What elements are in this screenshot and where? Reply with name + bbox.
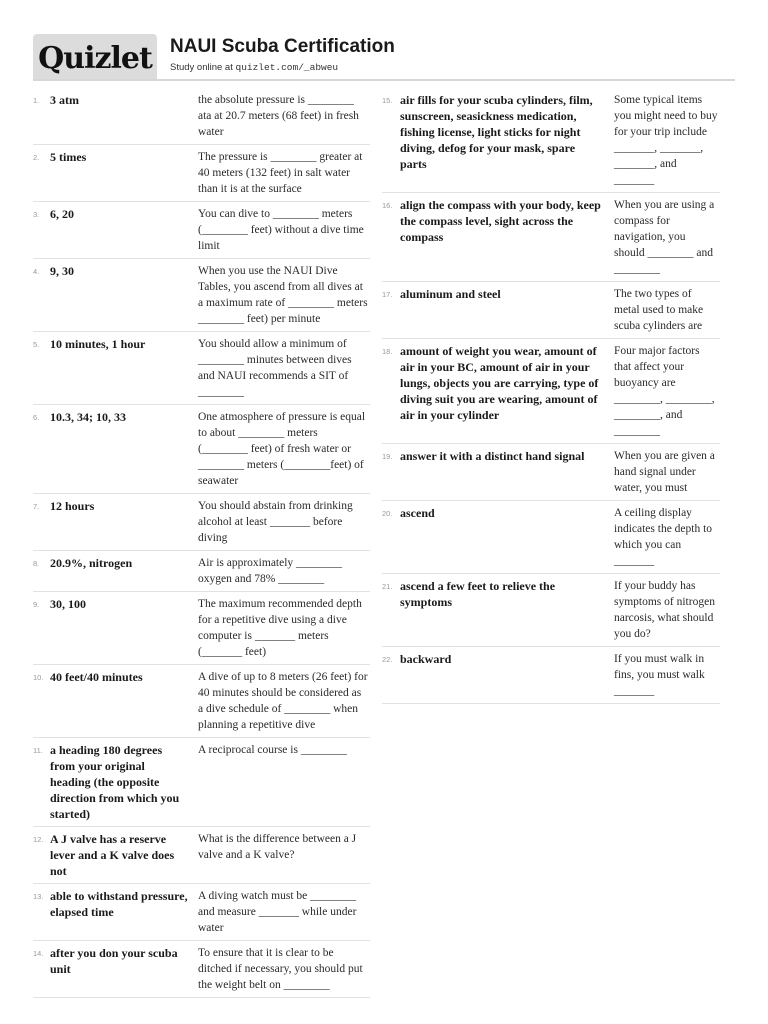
card-term: 10 minutes, 1 hour xyxy=(50,337,146,351)
card-number: 21. xyxy=(382,582,393,591)
card-definition: Some typical items you might need to buy for your trip include _______, _______, _______, and _______ xyxy=(614,94,718,186)
flashcard-row xyxy=(382,339,720,444)
flashcard-row xyxy=(33,494,370,551)
card-definition: A ceiling display indicates the depth to which you can _______ xyxy=(614,507,713,567)
card-term: 9, 30 xyxy=(50,264,74,278)
card-definition: You should allow a minimum of ________ minutes between dives and NAUI recommends a SIT of ________ xyxy=(198,338,352,398)
card-term: 3 atm xyxy=(50,93,79,107)
card-number: 13. xyxy=(33,892,44,901)
card-definition: Four major factors that affect your buoyancy are ________, ________, ________, and ________ xyxy=(614,345,715,437)
card-number: 11. xyxy=(33,746,43,755)
flashcard-list-left xyxy=(33,88,370,998)
card-number: 17. xyxy=(382,290,393,299)
card-definition: A dive of up to 8 meters (26 feet) for 40 minutes should be considered as a dive schedule of ________ when planning a repetitive dive xyxy=(198,671,368,731)
card-term: able to withstand pressure, elapsed time xyxy=(50,889,188,919)
flashcard-row xyxy=(33,665,370,738)
card-number: 1. xyxy=(33,96,40,105)
card-definition: The two types of metal used to make scuba cylinders are xyxy=(614,288,704,332)
card-definition: The pressure is ________ greater at 40 meters (132 feet) in salt water than it is at the surface xyxy=(198,151,363,195)
card-number: 15. xyxy=(382,96,393,105)
card-term: a heading 180 degrees from your original heading (the opposite direction from which you started) xyxy=(50,743,180,821)
card-term: after you don your scuba unit xyxy=(50,946,178,976)
card-number: 18. xyxy=(382,347,393,356)
flashcard-row xyxy=(382,574,720,647)
card-number: 5. xyxy=(33,340,40,349)
card-definition: One atmosphere of pressure is equal to about ________ meters (________ feet) of fresh water or ________ meters (________feet) of seawater xyxy=(198,411,366,487)
card-term: answer it with a distinct hand signal xyxy=(400,449,585,463)
card-definition: To ensure that it is clear to be ditched if necessary, you should put the weight belt on ________ xyxy=(198,947,363,991)
flashcard-row xyxy=(33,551,370,592)
card-definition: When you are using a compass for navigation, you should ________ and ________ xyxy=(614,199,715,275)
flashcard-row xyxy=(382,647,720,704)
card-definition: You can dive to ________ meters (________ feet) without a dive time limit xyxy=(198,208,364,252)
card-number: 8. xyxy=(33,559,40,568)
card-term: 5 times xyxy=(50,150,87,164)
flashcard-row xyxy=(382,501,720,574)
page-header xyxy=(33,34,735,80)
quizlet-logo[interactable]: Quizlet xyxy=(33,34,157,80)
card-term: ascend xyxy=(400,506,435,520)
flashcard-row xyxy=(33,259,370,332)
subtitle-prefix: Study online at xyxy=(170,62,233,73)
card-definition: The maximum recommended depth for a repetitive dive using a dive computer is _______ meters (_______ feet) xyxy=(198,598,362,658)
flashcard-row xyxy=(33,827,370,884)
card-term: 30, 100 xyxy=(50,597,86,611)
flashcard-row xyxy=(382,193,720,282)
flashcard-row xyxy=(33,332,370,405)
card-number: 6. xyxy=(33,413,40,422)
flashcard-list-right xyxy=(382,88,720,704)
card-number: 10. xyxy=(33,673,44,682)
card-term: ascend a few feet to relieve the symptoms xyxy=(400,579,556,609)
card-number: 3. xyxy=(33,210,40,219)
flashcard-row xyxy=(33,88,370,145)
card-term: air fills for your scuba cylinders, film, sunscreen, seasickness medication, fishing license, light sticks for night diving, defog for your mask, spare parts xyxy=(400,93,593,171)
card-term: 20.9%, nitrogen xyxy=(50,556,133,570)
flashcard-row xyxy=(33,884,370,941)
card-term: 12 hours xyxy=(50,499,95,513)
card-number: 19. xyxy=(382,452,393,461)
flashcard-row xyxy=(33,738,370,827)
card-definition: A diving watch must be ________ and measure _______ while under water xyxy=(198,890,357,934)
card-term: 10.3, 34; 10, 33 xyxy=(50,410,126,424)
flashcard-row xyxy=(33,145,370,202)
card-number: 9. xyxy=(33,600,40,609)
page-title: NAUI Scuba Certification xyxy=(170,36,395,57)
card-definition: What is the difference between a J valve and a K valve? xyxy=(198,833,357,861)
card-term: 40 feet/40 minutes xyxy=(50,670,143,684)
card-number: 2. xyxy=(33,153,40,162)
card-number: 12. xyxy=(33,835,44,844)
card-term: aluminum and steel xyxy=(400,287,501,301)
card-definition: Air is approximately ________ oxygen and 78% ________ xyxy=(198,557,343,585)
card-number: 22. xyxy=(382,655,393,664)
card-term: align the compass with your body, keep the compass level, sight across the compass xyxy=(400,198,601,244)
card-number: 7. xyxy=(33,502,40,511)
card-definition: When you use the NAUI Dive Tables, you ascend from all dives at a maximum rate of ________ meters ________ feet) per minute xyxy=(198,265,368,325)
card-term: 6, 20 xyxy=(50,207,74,221)
flashcard-row xyxy=(33,405,370,494)
card-definition: You should abstain from drinking alcohol at least _______ before diving xyxy=(198,500,353,544)
flashcard-row xyxy=(33,202,370,259)
card-definition: the absolute pressure is ________ ata at 20.7 meters (68 feet) in fresh water xyxy=(198,94,359,138)
study-link[interactable]: quizlet.com/_abweu xyxy=(235,62,339,73)
header-divider xyxy=(33,79,735,81)
flashcard-row xyxy=(382,282,720,339)
card-number: 14. xyxy=(33,949,44,958)
flashcard-row xyxy=(382,444,720,501)
card-term: amount of weight you wear, amount of air in your BC, amount of air in your lungs, objects you are carrying, type of diving suit you are wearing, amount of air in your cylinder xyxy=(400,344,599,422)
card-definition: If you must walk in fins, you must walk _______ xyxy=(614,653,705,697)
card-term: A J valve has a reserve lever and a K valve does not xyxy=(50,832,175,878)
card-definition: If your buddy has symptoms of nitrogen narcosis, what should you do? xyxy=(614,580,715,640)
card-number: 16. xyxy=(382,201,393,210)
card-definition: When you are given a hand signal under water, you must xyxy=(614,450,715,494)
card-number: 4. xyxy=(33,267,40,276)
flashcard-row xyxy=(33,941,370,998)
flashcard-row xyxy=(33,592,370,665)
card-number: 20. xyxy=(382,509,393,518)
card-definition: A reciprocal course is ________ xyxy=(198,744,347,756)
card-term: backward xyxy=(400,652,452,666)
page-subtitle xyxy=(170,62,338,73)
flashcard-row xyxy=(382,88,720,193)
